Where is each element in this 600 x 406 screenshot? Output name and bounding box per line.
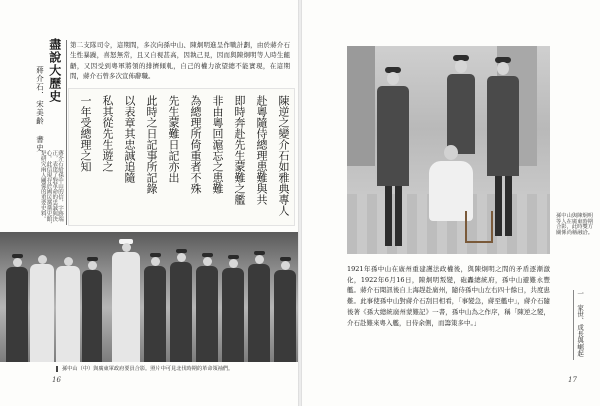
letter-column: 陳逆之變介石如雅典專人 bbox=[277, 95, 290, 216]
standing-officer bbox=[487, 76, 519, 176]
letter-column: 此時之日記事所記錄 bbox=[145, 95, 158, 194]
chair bbox=[465, 211, 493, 243]
letter-column: 私其從先生遊之 bbox=[101, 95, 114, 172]
portrait-photo bbox=[347, 46, 550, 254]
divider bbox=[66, 40, 67, 225]
portrait-caption: 孫中山與陳炯明等人在廣東時期合影，此時雙方關係尚稱融洽。 bbox=[556, 213, 594, 236]
person-figure bbox=[144, 266, 166, 362]
person-figure bbox=[248, 264, 270, 362]
group-photo-caption: 孫中山（中）與廣東軍政府要員合影。照片中可見北伐時期的革命領袖們。 bbox=[56, 366, 282, 372]
group-photo bbox=[0, 232, 298, 362]
person-figure bbox=[82, 270, 102, 362]
right-paragraph: 1921年孫中山在廣州重建護法政權後，與陳炯明之間的矛盾逐漸激化，1922年6月16日，陳炯明叛變，砲轟總統府，孫中山避難永豐艦。蔣介石聞訊後自上海趕赴廣州，隨侍孫中山左右四十餘日，共度患難。此事使孫中山對蔣介石刮目相看，「事變急，蔣至艦中」，蔣介石隨後著《孫大總統廣州蒙難記》一書，孫中山為之作序，稱「陳逆之變，介石赴難來粵入艦，日侍余側，而籌策多中。」 bbox=[347, 265, 550, 327]
letter-caption: 蔣介石給孫中山的信，字跡端正，表達了對革命的忠誠與決心。此信現存於國民黨黨史館，是研究兩人關係的重要史料。 bbox=[39, 150, 63, 227]
letter-column: 非由粵回滬忘之患難 bbox=[211, 95, 224, 194]
handwritten-letter-image bbox=[68, 88, 295, 226]
person-figure bbox=[112, 252, 140, 362]
letter-column: 即時奔赴先生蒙難之艦 bbox=[233, 95, 246, 205]
left-paragraph: 第二支隊司令，這期間，多次向孫中山、陳炯明進呈作戰計劃，由於蔣介石生性暴躁，喜怒無常，且又自視甚高，因執己見，因而與陳炯明等人時生齟齬，又因受到粵軍將領的排擠傾軋，自己的權力欲望總不能實現，在這期間，蔣介石曾多次宣佈辭職。 bbox=[70, 41, 290, 81]
person-figure bbox=[170, 262, 192, 362]
page-number: 16 bbox=[52, 376, 61, 384]
standing-officer bbox=[377, 86, 409, 186]
letter-column: 以表章其忠誠追隨 bbox=[123, 95, 136, 183]
person-figure bbox=[6, 267, 28, 362]
letter-column: 先生蒙難日記亦出 bbox=[167, 95, 180, 183]
left-page bbox=[0, 0, 298, 406]
person-figure bbox=[30, 264, 54, 362]
byline: 蔣介石．宋美齡 書史 bbox=[35, 66, 45, 153]
letter-column: 為總理所倚重者不殊 bbox=[189, 95, 202, 194]
letter-column: 一年受總理之知 bbox=[79, 95, 92, 172]
person-figure bbox=[196, 266, 218, 362]
person-figure bbox=[222, 268, 244, 362]
chapter-title: 一 家世、成長與崛起 bbox=[573, 290, 583, 360]
letter-column: 赴粵隨侍總理患難與共 bbox=[255, 95, 268, 205]
right-page bbox=[302, 0, 600, 406]
background-door bbox=[347, 46, 375, 166]
standing-officer bbox=[447, 74, 475, 154]
page-number: 17 bbox=[568, 376, 577, 384]
book-title: 盡說大歷史 bbox=[47, 38, 62, 103]
person-figure bbox=[274, 270, 296, 362]
person-figure bbox=[56, 266, 80, 362]
